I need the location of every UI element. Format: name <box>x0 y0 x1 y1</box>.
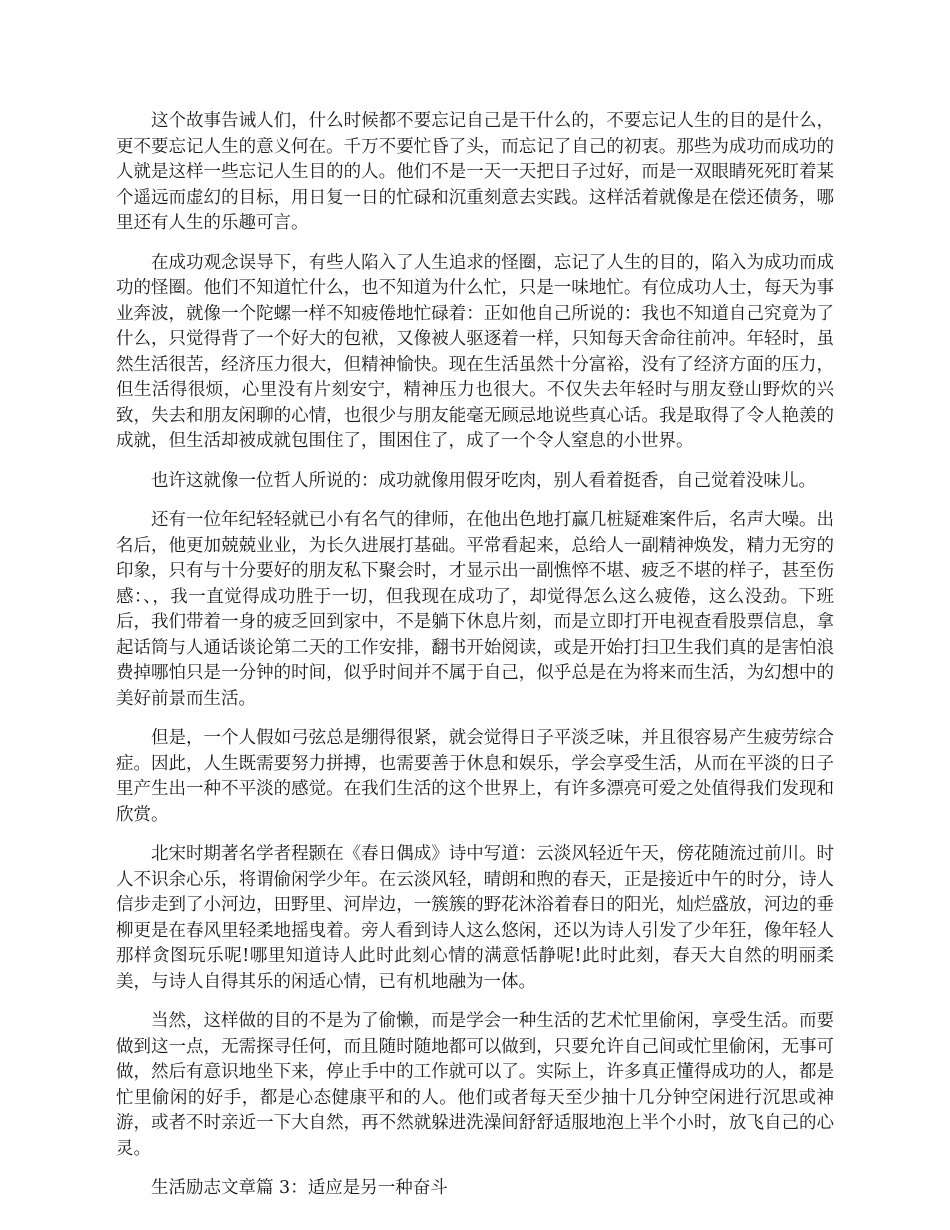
paragraph: 北宋时期著名学者程颢在《春日偶成》诗中写道：云淡风轻近午天，傍花随流过前川。时人不识余心乐，将谓偷闲学少年。在云淡风轻，晴朗和煦的春天，正是接近中午的时分，诗人信步走到了小河边，田野里、河岸边，一簇簇的野花沐浴着春日的阳光，灿烂盛放，河边的垂柳更是在春风里轻柔地摇曳着。旁人看到诗人这么悠闲，还以为诗人引发了少年狂，像年轻人那样贪图玩乐呢!哪里知道诗人此时此刻心情的满意恬静呢!此时此刻，春天大自然的明丽柔美，与诗人自得其乐的闲适心情，已有机地融为一体。 <box>116 844 834 992</box>
document-body <box>116 109 834 1202</box>
paragraph: 这个故事告诫人们，什么时候都不要忘记自己是干什么的，不要忘记人生的目的是什么，更不要忘记人生的意义何在。千万不要忙昏了头，而忘记了自己的初衷。那些为成功而成功的人就是这样一些忘记人生目的的人。他们不是一天一天把日子过好，而是一双眼睛死死盯着某个遥远而虚幻的目标，用日复一日的忙碌和沉重刻意去实践。这样活着就像是在偿还债务，哪里还有人生的乐趣可言。 <box>116 111 834 233</box>
paragraph: 还有一位年纪轻轻就已小有名气的律师，在他出色地打赢几桩疑难案件后，名声大噪。出名后，他更加兢兢业业，为长久进展打基础。平常看起来，总给人一副精神焕发，精力无穷的印象，只有与十分要好的朋友私下聚会时，才显示出一副憔悴不堪、疲乏不堪的样子，甚至伤感：、，我一直觉得成功胜于一切，但我现在成功了，却觉得怎么这么疲倦，这么没劲。下班后，我们带着一身的疲乏回到家中，不是躺下休息片刻，而是立即打开电视查看股票信息，拿起话筒与人通话谈论第二天的工作安排，翻书开始阅读，或是开始打扫卫生我们真的是害怕浪费掉哪怕只是一分钟的时间，似乎时间并不属于自己，似乎总是在为将来而生活，为幻想中的美好前景而生活。 <box>116 510 834 709</box>
paragraph: 也许这就像一位哲人所说的：成功就像用假牙吃肉，别人看着挺香，自己觉着没味儿。 <box>151 470 816 491</box>
paragraph: 但是，一个人假如弓弦总是绷得很紧，就会觉得日子平淡乏味，并且很容易产生疲劳综合症。因此，人生既需要努力拼搏，也需要善于休息和娱乐，学会享受生活，从而在平淡的日子里产生出一种不平淡的感觉。在我们生活的这个世界上，有许多漂亮可爱之处值得我们发现和欣赏。 <box>116 728 834 825</box>
section-heading: 生活励志文章篇 3：适应是另一种奋斗 <box>151 1178 448 1198</box>
paragraph: 当然，这样做的目的不是为了偷懒，而是学会一种生活的艺术忙里偷闲，享受生活。而要做到这一点，无需探寻任何，而且随时随地都可以做到，只要允许自己间或忙里偷闲，无事可做，然后有意识地坐下来，停止手中的工作就可以了。实际上，许多真正懂得成功的人，都是忙里偷闲的好手，都是心态健康平和的人。他们或者每天至少抽十几分钟空闲进行沉思或神游，或者不时亲近一下大自然，再不然就躲进洗澡间舒舒适服地泡上半个小时，放飞自己的心灵。 <box>116 1011 834 1159</box>
paragraph: 在成功观念误导下，有些人陷入了人生追求的怪圈，忘记了人生的目的，陷入为成功而成功的怪圈。他们不知道忙什么，也不知道为什么忙，只是一味地忙。有位成功人士，每天为事业奔波，就像一个陀螺一样不知疲倦地忙碌着：正如他自己所说的：我也不知道自己究竟为了什么，只觉得背了一个好大的包袱，又像被人驱逐着一样，只知每天舍命往前冲。年轻时，虽然生活很苦，经济压力很大，但精神愉快。现在生活虽然十分富裕，没有了经济方面的压力，但生活得很烦，心里没有片刻安宁，精神压力也很大。不仅失去年轻时与朋友登山野炊的兴致，失去和朋友闲聊的心情，也很少与朋友能毫无顾忌地说些真心话。我是取得了令人艳羡的成就，但生活却被成就包围住了，围困住了，成了一个令人窒息的小世界。 <box>116 252 834 451</box>
